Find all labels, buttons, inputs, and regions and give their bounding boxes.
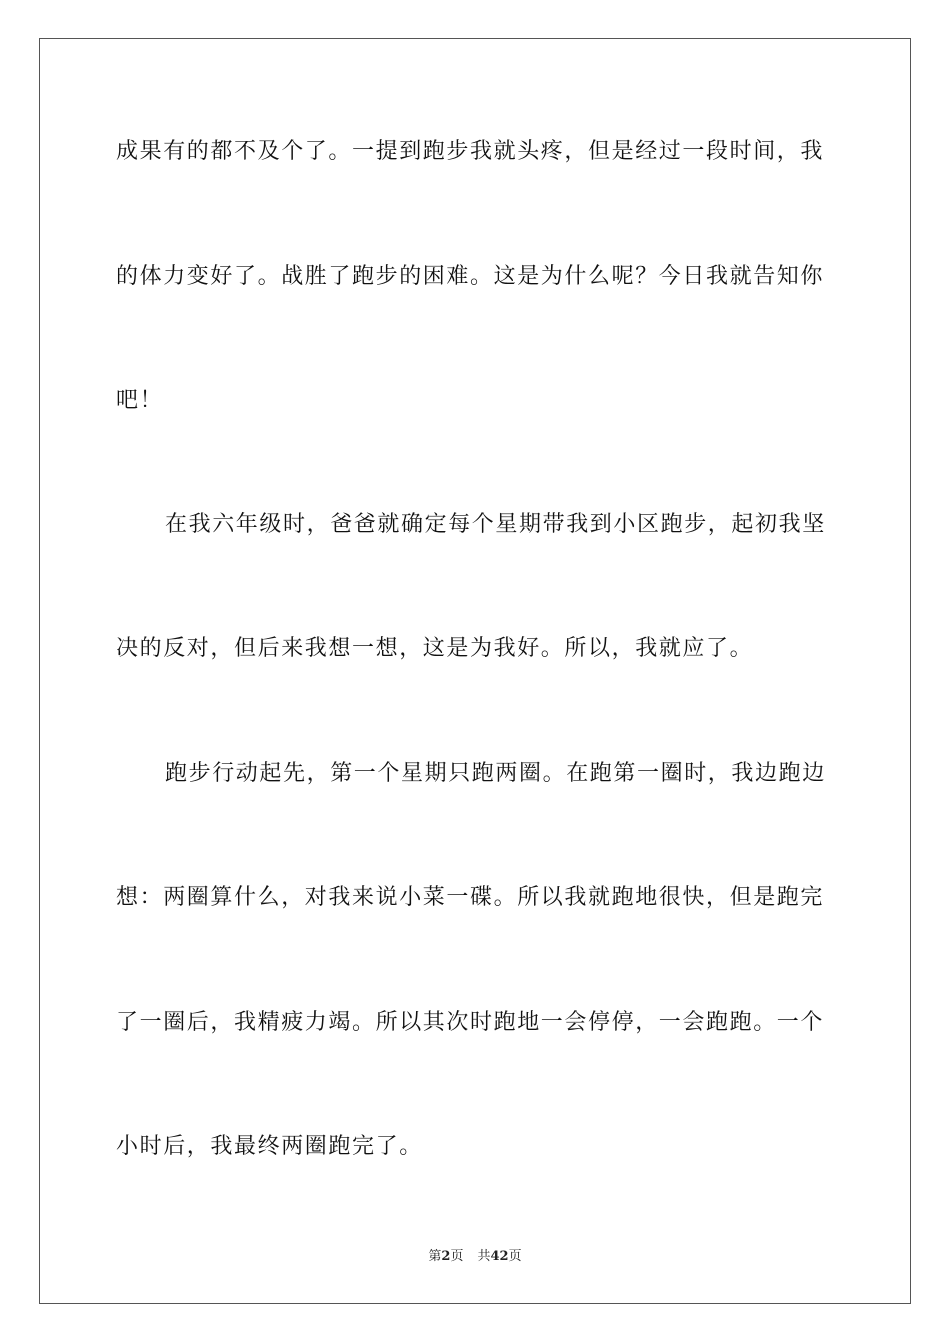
page-border (39, 38, 911, 1304)
total-prefix: 共 (477, 1249, 491, 1264)
page-suffix: 页 (450, 1249, 464, 1264)
paragraph-start-line-6: 跑步行动起先，第一个星期只跑两圈。在跑第一圈时，我边跑边 (165, 761, 826, 786)
text-line-1: 成果有的都不及个了。一提到跑步我就头疼，但是经过一段时间，我 (116, 139, 825, 164)
page-number: 2 (441, 1249, 451, 1264)
text-line-7: 想：两圈算什么，对我来说小菜一碟。所以我就跑地很快，但是跑完 (116, 885, 825, 910)
text-line-9: 小时后，我最终两圈跑完了。 (116, 1134, 423, 1159)
page-footer (0, 1249, 950, 1265)
text-line-3: 吧！ (116, 388, 164, 413)
text-line-8: 了一圈后，我精疲力竭。所以其次时跑地一会停停，一会跑跑。一个 (116, 1010, 825, 1035)
total-suffix: 页 (508, 1249, 522, 1264)
total-pages: 42 (490, 1249, 509, 1264)
paragraph-start-line-4: 在我六年级时，爸爸就确定每个星期带我到小区跑步，起初我坚 (165, 512, 826, 537)
page-prefix: 第 (428, 1249, 442, 1264)
text-line-5: 决的反对，但后来我想一想，这是为我好。所以，我就应了。 (116, 636, 754, 661)
text-line-2: 的体力变好了。战胜了跑步的困难。这是为什么呢？今日我就告知你 (116, 264, 825, 289)
